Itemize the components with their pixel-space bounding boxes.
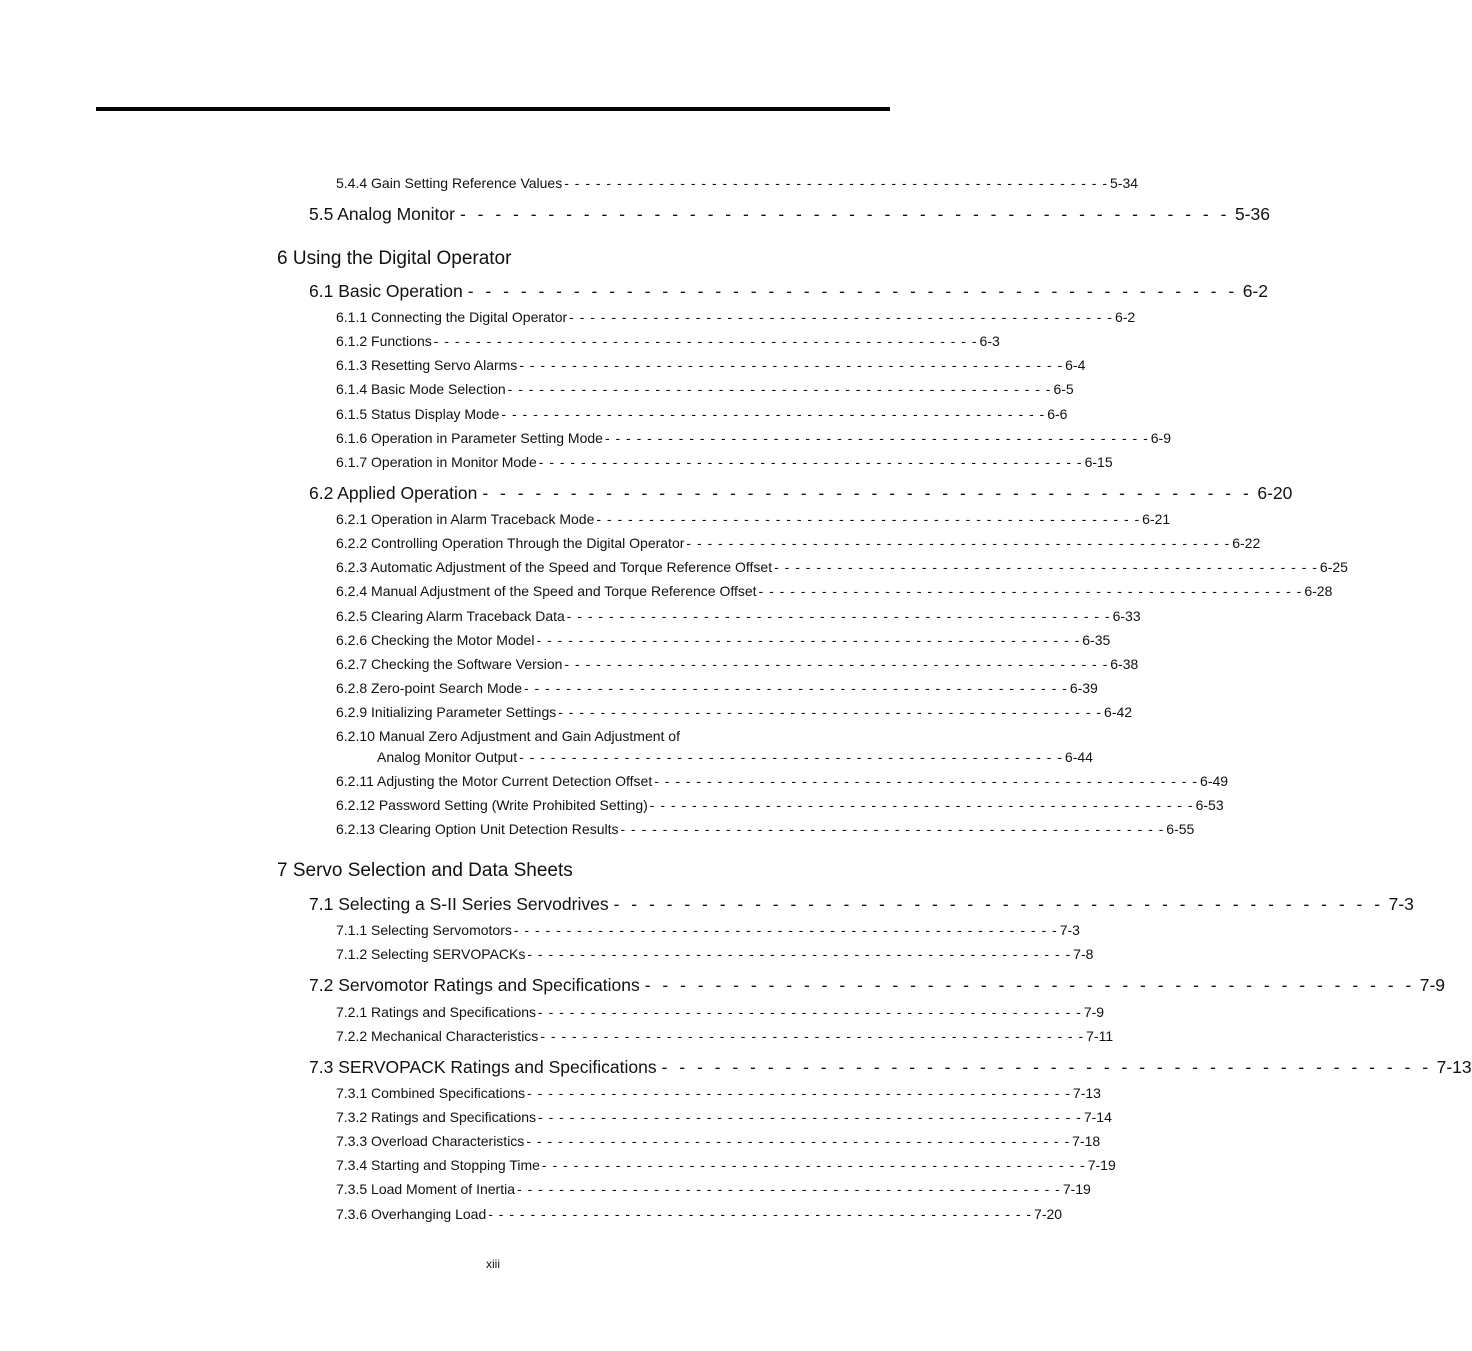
toc-entry-6-2-10-line2[interactable]: Analog Monitor Output - - - - - - - - - - - - - - - - - - - - - - - - - - - - - - - - - - - - - - - - - - - - - - - - - - - - 6-44 [377, 749, 1093, 765]
toc-section-5-5[interactable]: 5.5 Analog Monitor - - - - - - - - - - - - - - - - - - - - - - - - - - - - - - - - - - - - - - - - - - - - 5-36 [309, 204, 1270, 224]
toc-entry-6-2-11[interactable]: 6.2.11 Adjusting the Motor Current Detection Offset - - - - - - - - - - - - - - - - - - - - - - - - - - - - - - - - - - - - - - - - - - - - - - - - - - - - 6-49 [336, 773, 1229, 789]
toc-entry-6-1-5[interactable]: 6.1.5 Status Display Mode - - - - - - - - - - - - - - - - - - - - - - - - - - - - - - - - - - - - - - - - - - - - - - - - - - - - 6-6 [336, 406, 1068, 422]
toc-entry-6-2-9[interactable]: 6.2.9 Initializing Parameter Settings - - - - - - - - - - - - - - - - - - - - - - - - - - - - - - - - - - - - - - - - - - - - - - - - - - - - 6-42 [336, 704, 1133, 720]
toc-section-7-2[interactable]: 7.2 Servomotor Ratings and Specifications - - - - - - - - - - - - - - - - - - - - - - - - - - - - - - - - - - - - - - - - - - - - 7-9 [309, 975, 1446, 995]
toc-entry-7-3-3[interactable]: 7.3.3 Overload Characteristics - - - - - - - - - - - - - - - - - - - - - - - - - - - - - - - - - - - - - - - - - - - - - - - - - - - - 7-18 [336, 1133, 1101, 1149]
toc-section-7-3[interactable]: 7.3 SERVOPACK Ratings and Specifications - - - - - - - - - - - - - - - - - - - - - - - - - - - - - - - - - - - - - - - - - - - - 7-13 [309, 1057, 1472, 1077]
toc-entry-6-2-6[interactable]: 6.2.6 Checking the Motor Model - - - - - - - - - - - - - - - - - - - - - - - - - - - - - - - - - - - - - - - - - - - - - - - - - - - - 6-35 [336, 632, 1111, 648]
toc-entry-6-2-1[interactable]: 6.2.1 Operation in Alarm Traceback Mode - - - - - - - - - - - - - - - - - - - - - - - - - - - - - - - - - - - - - - - - - - - - - - - - - - - - 6-21 [336, 511, 1171, 527]
toc-entry-7-1-2[interactable]: 7.1.2 Selecting SERVOPACKs - - - - - - - - - - - - - - - - - - - - - - - - - - - - - - - - - - - - - - - - - - - - - - - - - - - - 7-8 [336, 946, 1094, 962]
toc-entry-6-1-7[interactable]: 6.1.7 Operation in Monitor Mode - - - - - - - - - - - - - - - - - - - - - - - - - - - - - - - - - - - - - - - - - - - - - - - - - - - - 6-15 [336, 454, 1113, 470]
toc-entry-6-1-2[interactable]: 6.1.2 Functions - - - - - - - - - - - - - - - - - - - - - - - - - - - - - - - - - - - - - - - - - - - - - - - - - - - - 6-3 [336, 333, 1000, 349]
page-number: xiii [486, 1257, 500, 1271]
toc-entry-6-2-5[interactable]: 6.2.5 Clearing Alarm Traceback Data - - - - - - - - - - - - - - - - - - - - - - - - - - - - - - - - - - - - - - - - - - - - - - - - - - - - 6-33 [336, 608, 1141, 624]
toc-entry-6-1-1[interactable]: 6.1.1 Connecting the Digital Operator - - - - - - - - - - - - - - - - - - - - - - - - - - - - - - - - - - - - - - - - - - - - - - - - - - - - 6-2 [336, 309, 1136, 325]
toc-entry-5-4-4[interactable]: 5.4.4 Gain Setting Reference Values - - - - - - - - - - - - - - - - - - - - - - - - - - - - - - - - - - - - - - - - - - - - - - - - - - - - 5-34 [336, 175, 1139, 191]
toc-entry-7-3-2[interactable]: 7.3.2 Ratings and Specifications - - - - - - - - - - - - - - - - - - - - - - - - - - - - - - - - - - - - - - - - - - - - - - - - - - - - 7-14 [336, 1109, 1112, 1125]
toc-section-6-1[interactable]: 6.1 Basic Operation - - - - - - - - - - - - - - - - - - - - - - - - - - - - - - - - - - - - - - - - - - - - 6-2 [309, 281, 1268, 301]
toc-entry-6-2-2[interactable]: 6.2.2 Controlling Operation Through the Digital Operator - - - - - - - - - - - - - - - - - - - - - - - - - - - - - - - - - - - - - - - - - - - - - - - - - - - - 6-22 [336, 535, 1261, 551]
header-rule [96, 107, 890, 111]
toc-entry-6-2-4[interactable]: 6.2.4 Manual Adjustment of the Speed and Torque Reference Offset - - - - - - - - - - - - - - - - - - - - - - - - - - - - - - - - - - - - - - - - - - - - - - - - - - - - 6-28 [336, 583, 1333, 599]
toc-entry-6-1-4[interactable]: 6.1.4 Basic Mode Selection - - - - - - - - - - - - - - - - - - - - - - - - - - - - - - - - - - - - - - - - - - - - - - - - - - - - 6-5 [336, 381, 1074, 397]
toc-section-7-1[interactable]: 7.1 Selecting a S-II Series Servodrives - - - - - - - - - - - - - - - - - - - - - - - - - - - - - - - - - - - - - - - - - - - - 7-3 [309, 894, 1414, 914]
toc-entry-6-1-6[interactable]: 6.1.6 Operation in Parameter Setting Mode - - - - - - - - - - - - - - - - - - - - - - - - - - - - - - - - - - - - - - - - - - - - - - - - - - - - 6-9 [336, 430, 1171, 446]
toc-entry-7-3-1[interactable]: 7.3.1 Combined Specifications - - - - - - - - - - - - - - - - - - - - - - - - - - - - - - - - - - - - - - - - - - - - - - - - - - - - 7-13 [336, 1085, 1101, 1101]
toc-entry-7-3-4[interactable]: 7.3.4 Starting and Stopping Time - - - - - - - - - - - - - - - - - - - - - - - - - - - - - - - - - - - - - - - - - - - - - - - - - - - - 7-19 [336, 1157, 1116, 1173]
toc-entry-6-2-10-line1[interactable]: 6.2.10 Manual Zero Adjustment and Gain Adjustment of [336, 728, 680, 744]
toc-entry-6-2-12[interactable]: 6.2.12 Password Setting (Write Prohibited Setting) - - - - - - - - - - - - - - - - - - - - - - - - - - - - - - - - - - - - - - - - - - - - - - - - - - - - 6-53 [336, 797, 1224, 813]
toc-entry-6-2-7[interactable]: 6.2.7 Checking the Software Version - - - - - - - - - - - - - - - - - - - - - - - - - - - - - - - - - - - - - - - - - - - - - - - - - - - - 6-38 [336, 656, 1139, 672]
toc-entry-7-1-1[interactable]: 7.1.1 Selecting Servomotors - - - - - - - - - - - - - - - - - - - - - - - - - - - - - - - - - - - - - - - - - - - - - - - - - - - - 7-3 [336, 922, 1080, 938]
toc-entry-7-2-1[interactable]: 7.2.1 Ratings and Specifications - - - - - - - - - - - - - - - - - - - - - - - - - - - - - - - - - - - - - - - - - - - - - - - - - - - - 7-9 [336, 1004, 1105, 1020]
toc-entry-7-3-5[interactable]: 7.3.5 Load Moment of Inertia - - - - - - - - - - - - - - - - - - - - - - - - - - - - - - - - - - - - - - - - - - - - - - - - - - - - 7-19 [336, 1181, 1091, 1197]
toc-section-6-2[interactable]: 6.2 Applied Operation - - - - - - - - - - - - - - - - - - - - - - - - - - - - - - - - - - - - - - - - - - - - 6-20 [309, 483, 1293, 503]
toc-chapter-6[interactable]: 6 Using the Digital Operator [277, 248, 512, 269]
toc-entry-7-2-2[interactable]: 7.2.2 Mechanical Characteristics - - - - - - - - - - - - - - - - - - - - - - - - - - - - - - - - - - - - - - - - - - - - - - - - - - - - 7-11 [336, 1028, 1114, 1044]
toc-entry-6-2-8[interactable]: 6.2.8 Zero-point Search Mode - - - - - - - - - - - - - - - - - - - - - - - - - - - - - - - - - - - - - - - - - - - - - - - - - - - - 6-39 [336, 680, 1098, 696]
toc-entry-6-2-13[interactable]: 6.2.13 Clearing Option Unit Detection Results - - - - - - - - - - - - - - - - - - - - - - - - - - - - - - - - - - - - - - - - - - - - - - - - - - - - 6-55 [336, 821, 1195, 837]
toc-chapter-7[interactable]: 7 Servo Selection and Data Sheets [277, 860, 573, 881]
toc-entry-7-3-6[interactable]: 7.3.6 Overhanging Load - - - - - - - - - - - - - - - - - - - - - - - - - - - - - - - - - - - - - - - - - - - - - - - - - - - - 7-20 [336, 1206, 1063, 1222]
toc-entry-6-1-3[interactable]: 6.1.3 Resetting Servo Alarms - - - - - - - - - - - - - - - - - - - - - - - - - - - - - - - - - - - - - - - - - - - - - - - - - - - - 6-4 [336, 357, 1086, 373]
toc-entry-6-2-3[interactable]: 6.2.3 Automatic Adjustment of the Speed and Torque Reference Offset - - - - - - - - - - - - - - - - - - - - - - - - - - - - - - - - - - - - - - - - - - - - - - - - - - - - 6-25 [336, 559, 1348, 575]
